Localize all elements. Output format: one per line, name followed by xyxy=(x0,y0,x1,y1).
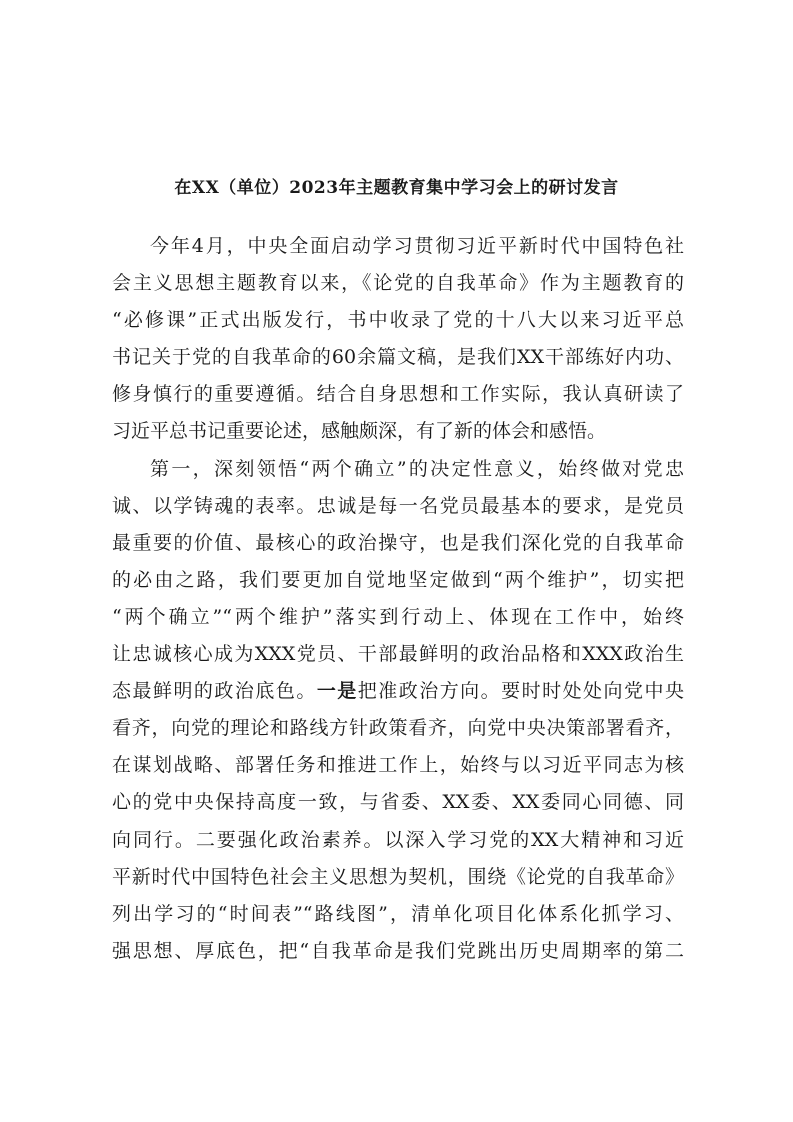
text-line: 向同行。二要强化政治素养。以深入学习党的XX大精神和习近 xyxy=(112,828,684,851)
text-line-with-emphasis xyxy=(112,673,684,710)
text-line: 平新时代中国特色社会主义思想为契机，围绕《论党的自我革命》 xyxy=(112,865,684,888)
text-line: 最重要的价值、最核心的政治操守，也是我们深化党的自我革命 xyxy=(112,531,684,554)
text-line: 修身慎行的重要遵循。结合自身思想和工作实际，我认真研读了 xyxy=(112,383,684,406)
text-line: “两个确立”“两个维护”落实到行动上、体现在工作中，始终 xyxy=(112,605,684,628)
text-line: 诚、以学铸魂的表率。忠诚是每一名党员最基本的要求，是党员 xyxy=(112,494,684,517)
text-segment: 把准政治方向。要时时处处向党中央 xyxy=(357,680,684,703)
document-title: 在XX（单位）2023年主题教育集中学习会上的研讨发言 xyxy=(174,178,619,198)
text-line: “必修课”正式出版发行，书中收录了党的十八大以来习近平总 xyxy=(112,309,684,332)
paragraph-2 xyxy=(112,451,684,970)
text-line: 习近平总书记重要论述，感触颇深，有了新的体会和感悟。 xyxy=(112,420,607,443)
text-line: 让忠诚核心成为XXX党员、干部最鲜明的政治品格和XXX政治生 xyxy=(112,643,684,666)
text-line: 会主义思想主题教育以来，《论党的自我革命》作为主题教育的 xyxy=(112,272,684,295)
text-line: 的必由之路，我们要更加自觉地坚定做到“两个维护”，切实把 xyxy=(112,568,684,591)
paragraph-1 xyxy=(112,228,684,451)
text-segment: 态最鲜明的政治底色。 xyxy=(112,680,317,703)
text-line: 强思想、厚底色，把“自我革命是我们党跳出历史周期率的第二 xyxy=(112,939,684,962)
text-line: 心的党中央保持高度一致，与省委、XX委、XX委同心同德、同 xyxy=(112,791,684,814)
text-line: 看齐，向党的理论和路线方针政策看齐，向党中央决策部署看齐， xyxy=(112,717,684,740)
document-body xyxy=(112,228,684,970)
text-line: 在谋划战略、部署任务和推进工作上，始终与以习近平同志为核 xyxy=(112,754,684,777)
text-line: 今年4月，中央全面启动学习贯彻习近平新时代中国特色社 xyxy=(150,235,684,257)
emphasis-text: 一是 xyxy=(316,680,358,703)
text-line: 列出学习的“时间表”“路线图”，清单化项目化体系化抓学习、 xyxy=(112,902,684,925)
text-line: 书记关于党的自我革命的60余篇文稿，是我们XX干部练好内功、 xyxy=(112,346,684,369)
text-line: 第一，深刻领悟“两个确立”的决定性意义，始终做对党忠 xyxy=(150,457,684,480)
